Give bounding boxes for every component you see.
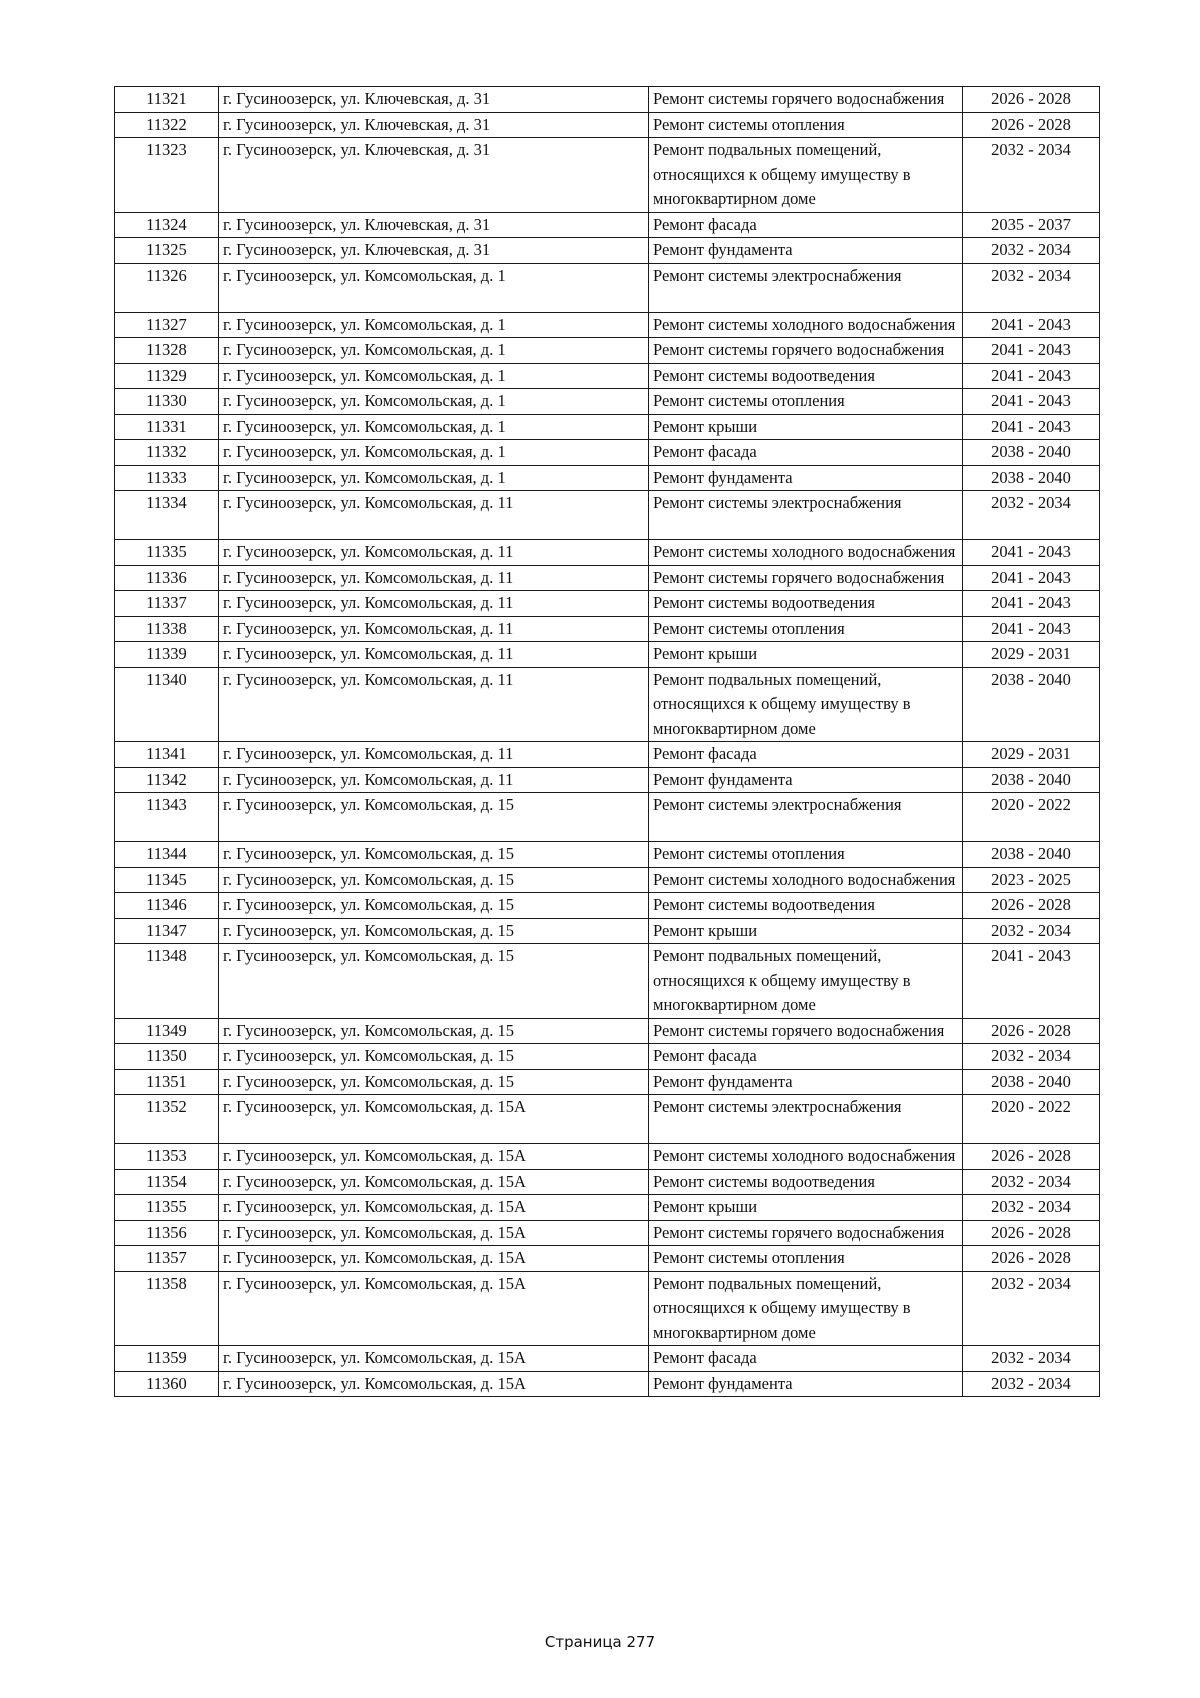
address-cell: г. Гусиноозерск, ул. Комсомольская, д. 1 — [219, 363, 649, 389]
work-type-cell: Ремонт крыши — [649, 918, 963, 944]
address-cell: г. Гусиноозерск, ул. Комсомольская, д. 15А — [219, 1371, 649, 1397]
table-row — [115, 363, 1100, 389]
row-number-cell: 11325 — [115, 238, 219, 264]
address-cell: г. Гусиноозерск, ул. Комсомольская, д. 15 — [219, 893, 649, 919]
table-row — [115, 793, 1100, 842]
period-cell: 2038 - 2040 — [963, 767, 1100, 793]
period-cell: 2041 - 2043 — [963, 591, 1100, 617]
row-number-cell: 11327 — [115, 312, 219, 338]
row-number-cell: 11331 — [115, 414, 219, 440]
period-cell: 2020 - 2022 — [963, 1095, 1100, 1144]
work-type-cell: Ремонт крыши — [649, 1195, 963, 1221]
period-cell: 2032 - 2034 — [963, 918, 1100, 944]
address-cell: г. Гусиноозерск, ул. Комсомольская, д. 11 — [219, 491, 649, 540]
period-cell: 2032 - 2034 — [963, 1371, 1100, 1397]
row-number-cell: 11344 — [115, 842, 219, 868]
work-type-cell: Ремонт подвальных помещений, относящихся к общему имуществу в многоквартирном доме — [649, 944, 963, 1019]
work-type-cell: Ремонт системы электроснабжения — [649, 793, 963, 842]
work-type-cell: Ремонт системы водоотведения — [649, 1169, 963, 1195]
table-row — [115, 212, 1100, 238]
address-cell: г. Гусиноозерск, ул. Комсомольская, д. 15 — [219, 867, 649, 893]
address-cell: г. Гусиноозерск, ул. Комсомольская, д. 15 — [219, 1044, 649, 1070]
period-cell: 2038 - 2040 — [963, 465, 1100, 491]
table-row — [115, 742, 1100, 768]
table-row — [115, 767, 1100, 793]
row-number-cell: 11334 — [115, 491, 219, 540]
row-number-cell: 11354 — [115, 1169, 219, 1195]
table-row — [115, 87, 1100, 113]
period-cell: 2032 - 2034 — [963, 263, 1100, 312]
address-cell: г. Гусиноозерск, ул. Комсомольская, д. 15А — [219, 1246, 649, 1272]
row-number-cell: 11359 — [115, 1346, 219, 1372]
work-type-cell: Ремонт системы холодного водоснабжения — [649, 1144, 963, 1170]
period-cell: 2026 - 2028 — [963, 1144, 1100, 1170]
work-type-cell: Ремонт фундамента — [649, 767, 963, 793]
table-row — [115, 1095, 1100, 1144]
period-cell: 2041 - 2043 — [963, 389, 1100, 415]
table-row — [115, 491, 1100, 540]
row-number-cell: 11333 — [115, 465, 219, 491]
table-row — [115, 1144, 1100, 1170]
period-cell: 2026 - 2028 — [963, 112, 1100, 138]
row-number-cell: 11351 — [115, 1069, 219, 1095]
table-row — [115, 1246, 1100, 1272]
address-cell: г. Гусиноозерск, ул. Комсомольская, д. 15А — [219, 1220, 649, 1246]
address-cell: г. Гусиноозерск, ул. Комсомольская, д. 15А — [219, 1346, 649, 1372]
work-type-cell: Ремонт системы электроснабжения — [649, 1095, 963, 1144]
address-cell: г. Гусиноозерск, ул. Ключевская, д. 31 — [219, 238, 649, 264]
period-cell: 2032 - 2034 — [963, 1195, 1100, 1221]
address-cell: г. Гусиноозерск, ул. Ключевская, д. 31 — [219, 138, 649, 213]
table-row — [115, 312, 1100, 338]
period-cell: 2029 - 2031 — [963, 742, 1100, 768]
work-type-cell: Ремонт системы водоотведения — [649, 893, 963, 919]
row-number-cell: 11338 — [115, 616, 219, 642]
page-number: Страница 277 — [544, 1633, 656, 1651]
row-number-cell: 11322 — [115, 112, 219, 138]
period-cell: 2032 - 2034 — [963, 1346, 1100, 1372]
period-cell: 2032 - 2034 — [963, 1169, 1100, 1195]
work-type-cell: Ремонт системы водоотведения — [649, 363, 963, 389]
work-type-cell: Ремонт системы отопления — [649, 616, 963, 642]
row-number-cell: 11326 — [115, 263, 219, 312]
address-cell: г. Гусиноозерск, ул. Комсомольская, д. 1 — [219, 440, 649, 466]
work-type-cell: Ремонт фасада — [649, 212, 963, 238]
table-row — [115, 440, 1100, 466]
address-cell: г. Гусиноозерск, ул. Комсомольская, д. 1 — [219, 465, 649, 491]
work-type-cell: Ремонт фундамента — [649, 465, 963, 491]
period-cell: 2038 - 2040 — [963, 842, 1100, 868]
table-row — [115, 540, 1100, 566]
address-cell: г. Гусиноозерск, ул. Комсомольская, д. 11 — [219, 616, 649, 642]
period-cell: 2026 - 2028 — [963, 893, 1100, 919]
table-row — [115, 465, 1100, 491]
address-cell: г. Гусиноозерск, ул. Комсомольская, д. 15 — [219, 793, 649, 842]
table-row — [115, 414, 1100, 440]
period-cell: 2041 - 2043 — [963, 565, 1100, 591]
address-cell: г. Гусиноозерск, ул. Ключевская, д. 31 — [219, 112, 649, 138]
period-cell: 2026 - 2028 — [963, 1246, 1100, 1272]
address-cell: г. Гусиноозерск, ул. Ключевская, д. 31 — [219, 212, 649, 238]
period-cell: 2032 - 2034 — [963, 491, 1100, 540]
work-type-cell: Ремонт фасада — [649, 440, 963, 466]
work-type-cell: Ремонт фундамента — [649, 1371, 963, 1397]
period-cell: 2041 - 2043 — [963, 414, 1100, 440]
row-number-cell: 11345 — [115, 867, 219, 893]
address-cell: г. Гусиноозерск, ул. Комсомольская, д. 11 — [219, 667, 649, 742]
table-row — [115, 642, 1100, 668]
row-number-cell: 11336 — [115, 565, 219, 591]
work-type-cell: Ремонт системы отопления — [649, 842, 963, 868]
table-row — [115, 1069, 1100, 1095]
table-row — [115, 138, 1100, 213]
table-row — [115, 918, 1100, 944]
row-number-cell: 11358 — [115, 1271, 219, 1346]
row-number-cell: 11350 — [115, 1044, 219, 1070]
repair-schedule-table — [114, 86, 1100, 1397]
row-number-cell: 11353 — [115, 1144, 219, 1170]
row-number-cell: 11341 — [115, 742, 219, 768]
row-number-cell: 11352 — [115, 1095, 219, 1144]
work-type-cell: Ремонт подвальных помещений, относящихся к общему имуществу в многоквартирном доме — [649, 1271, 963, 1346]
row-number-cell: 11329 — [115, 363, 219, 389]
period-cell: 2041 - 2043 — [963, 312, 1100, 338]
work-type-cell: Ремонт фундамента — [649, 238, 963, 264]
address-cell: г. Гусиноозерск, ул. Комсомольская, д. 11 — [219, 540, 649, 566]
table-row — [115, 565, 1100, 591]
table-row — [115, 1271, 1100, 1346]
row-number-cell: 11342 — [115, 767, 219, 793]
address-cell: г. Гусиноозерск, ул. Комсомольская, д. 1 — [219, 389, 649, 415]
table-row — [115, 1169, 1100, 1195]
period-cell: 2035 - 2037 — [963, 212, 1100, 238]
row-number-cell: 11356 — [115, 1220, 219, 1246]
work-type-cell: Ремонт системы холодного водоснабжения — [649, 540, 963, 566]
row-number-cell: 11355 — [115, 1195, 219, 1221]
table-row — [115, 1018, 1100, 1044]
address-cell: г. Гусиноозерск, ул. Комсомольская, д. 15 — [219, 1018, 649, 1044]
work-type-cell: Ремонт фасада — [649, 1346, 963, 1372]
table-body — [115, 87, 1100, 1397]
address-cell: г. Гусиноозерск, ул. Комсомольская, д. 15А — [219, 1144, 649, 1170]
table-row — [115, 1195, 1100, 1221]
address-cell: г. Гусиноозерск, ул. Комсомольская, д. 11 — [219, 591, 649, 617]
work-type-cell: Ремонт фундамента — [649, 1069, 963, 1095]
address-cell: г. Гусиноозерск, ул. Комсомольская, д. 15А — [219, 1195, 649, 1221]
address-cell: г. Гусиноозерск, ул. Комсомольская, д. 1 — [219, 338, 649, 364]
work-type-cell: Ремонт фасада — [649, 742, 963, 768]
row-number-cell: 11330 — [115, 389, 219, 415]
row-number-cell: 11324 — [115, 212, 219, 238]
period-cell: 2041 - 2043 — [963, 540, 1100, 566]
row-number-cell: 11349 — [115, 1018, 219, 1044]
table-row — [115, 667, 1100, 742]
row-number-cell: 11323 — [115, 138, 219, 213]
work-type-cell: Ремонт подвальных помещений, относящихся к общему имуществу в многоквартирном доме — [649, 667, 963, 742]
period-cell: 2032 - 2034 — [963, 1271, 1100, 1346]
period-cell: 2038 - 2040 — [963, 440, 1100, 466]
period-cell: 2023 - 2025 — [963, 867, 1100, 893]
table-row — [115, 893, 1100, 919]
period-cell: 2041 - 2043 — [963, 616, 1100, 642]
address-cell: г. Гусиноозерск, ул. Комсомольская, д. 15 — [219, 1069, 649, 1095]
table-row — [115, 867, 1100, 893]
work-type-cell: Ремонт системы электроснабжения — [649, 263, 963, 312]
work-type-cell: Ремонт системы электроснабжения — [649, 491, 963, 540]
row-number-cell: 11339 — [115, 642, 219, 668]
address-cell: г. Гусиноозерск, ул. Комсомольская, д. 11 — [219, 742, 649, 768]
period-cell: 2032 - 2034 — [963, 238, 1100, 264]
address-cell: г. Гусиноозерск, ул. Комсомольская, д. 1 — [219, 312, 649, 338]
period-cell: 2032 - 2034 — [963, 1044, 1100, 1070]
address-cell: г. Гусиноозерск, ул. Комсомольская, д. 15А — [219, 1169, 649, 1195]
period-cell: 2020 - 2022 — [963, 793, 1100, 842]
address-cell: г. Гусиноозерск, ул. Комсомольская, д. 11 — [219, 642, 649, 668]
table-row — [115, 263, 1100, 312]
period-cell: 2029 - 2031 — [963, 642, 1100, 668]
table-row — [115, 1346, 1100, 1372]
address-cell: г. Гусиноозерск, ул. Комсомольская, д. 11 — [219, 767, 649, 793]
table-row — [115, 1220, 1100, 1246]
address-cell: г. Гусиноозерск, ул. Комсомольская, д. 15 — [219, 842, 649, 868]
table-row — [115, 616, 1100, 642]
address-cell: г. Гусиноозерск, ул. Комсомольская, д. 1 — [219, 263, 649, 312]
work-type-cell: Ремонт системы отопления — [649, 112, 963, 138]
table-row — [115, 842, 1100, 868]
period-cell: 2032 - 2034 — [963, 138, 1100, 213]
table-row — [115, 338, 1100, 364]
address-cell: г. Гусиноозерск, ул. Комсомольская, д. 15 — [219, 944, 649, 1019]
work-type-cell: Ремонт системы горячего водоснабжения — [649, 87, 963, 113]
table-row — [115, 389, 1100, 415]
row-number-cell: 11332 — [115, 440, 219, 466]
work-type-cell: Ремонт системы отопления — [649, 389, 963, 415]
row-number-cell: 11321 — [115, 87, 219, 113]
address-cell: г. Гусиноозерск, ул. Комсомольская, д. 15 — [219, 918, 649, 944]
row-number-cell: 11328 — [115, 338, 219, 364]
work-type-cell: Ремонт системы горячего водоснабжения — [649, 1018, 963, 1044]
period-cell: 2026 - 2028 — [963, 1220, 1100, 1246]
period-cell: 2041 - 2043 — [963, 363, 1100, 389]
table-row — [115, 238, 1100, 264]
period-cell: 2038 - 2040 — [963, 1069, 1100, 1095]
row-number-cell: 11348 — [115, 944, 219, 1019]
row-number-cell: 11343 — [115, 793, 219, 842]
work-type-cell: Ремонт системы горячего водоснабжения — [649, 1220, 963, 1246]
row-number-cell: 11360 — [115, 1371, 219, 1397]
row-number-cell: 11335 — [115, 540, 219, 566]
work-type-cell: Ремонт крыши — [649, 414, 963, 440]
period-cell: 2041 - 2043 — [963, 338, 1100, 364]
work-type-cell: Ремонт фасада — [649, 1044, 963, 1070]
work-type-cell: Ремонт системы горячего водоснабжения — [649, 565, 963, 591]
period-cell: 2026 - 2028 — [963, 87, 1100, 113]
period-cell: 2041 - 2043 — [963, 944, 1100, 1019]
address-cell: г. Гусиноозерск, ул. Ключевская, д. 31 — [219, 87, 649, 113]
row-number-cell: 11346 — [115, 893, 219, 919]
work-type-cell: Ремонт крыши — [649, 642, 963, 668]
address-cell: г. Гусиноозерск, ул. Комсомольская, д. 11 — [219, 565, 649, 591]
address-cell: г. Гусиноозерск, ул. Комсомольская, д. 15А — [219, 1095, 649, 1144]
work-type-cell: Ремонт системы горячего водоснабжения — [649, 338, 963, 364]
work-type-cell: Ремонт системы отопления — [649, 1246, 963, 1272]
period-cell: 2038 - 2040 — [963, 667, 1100, 742]
table-row — [115, 112, 1100, 138]
address-cell: г. Гусиноозерск, ул. Комсомольская, д. 15А — [219, 1271, 649, 1346]
work-type-cell: Ремонт системы водоотведения — [649, 591, 963, 617]
work-type-cell: Ремонт системы холодного водоснабжения — [649, 867, 963, 893]
row-number-cell: 11337 — [115, 591, 219, 617]
table-row — [115, 1044, 1100, 1070]
table-row — [115, 591, 1100, 617]
period-cell: 2026 - 2028 — [963, 1018, 1100, 1044]
address-cell: г. Гусиноозерск, ул. Комсомольская, д. 1 — [219, 414, 649, 440]
table-row — [115, 944, 1100, 1019]
row-number-cell: 11347 — [115, 918, 219, 944]
row-number-cell: 11340 — [115, 667, 219, 742]
table-row — [115, 1371, 1100, 1397]
row-number-cell: 11357 — [115, 1246, 219, 1272]
work-type-cell: Ремонт подвальных помещений, относящихся к общему имуществу в многоквартирном доме — [649, 138, 963, 213]
work-type-cell: Ремонт системы холодного водоснабжения — [649, 312, 963, 338]
